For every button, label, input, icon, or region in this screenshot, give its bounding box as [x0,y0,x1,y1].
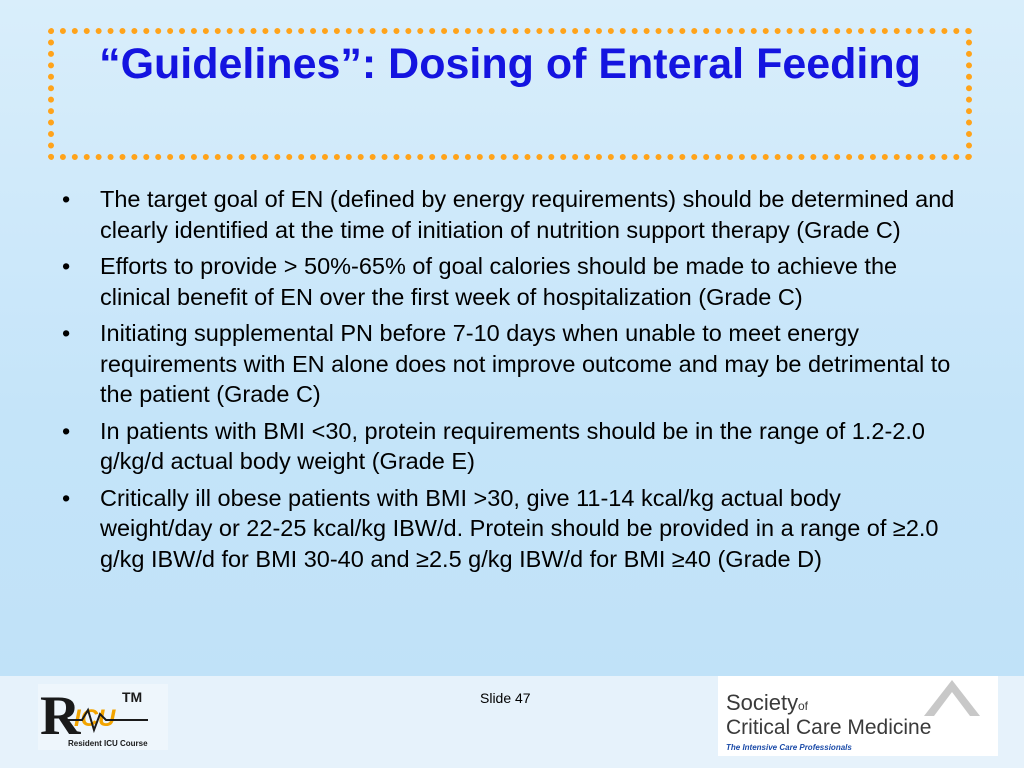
bullet-item [58,483,958,575]
bullet-marker: • [62,417,71,444]
bullet-text: In patients with BMI <30, protein requirements should be in the range of 1.2-2.0 g/kg/d actual body weight (Grade E) [100,417,925,474]
bullet-item [58,251,958,312]
logo-caption: Resident ICU Course [68,739,148,748]
sccm-tagline: The Intensive Care Professionals [726,743,852,752]
bullet-text: Critically ill obese patients with BMI >30, give 11-14 kcal/kg actual body weight/day or 22-25 kcal/kg IBW/d. Protein should be provided in a range of ≥2.0 g/kg IBW/d for BMI 30-40 and ≥2.5 g/kg IBW/d for BMI ≥40 (Grade D) [100,484,939,572]
bullet-list [58,184,958,580]
bullet-marker: • [62,484,71,511]
logo-icu-mark: ICU [74,705,116,732]
bullet-item [58,184,958,245]
slide-number: Slide 47 [480,690,531,706]
sccm-name-text: Critical Care Medicine [726,716,932,739]
sccm-of-text: of [798,699,809,713]
bullet-marker: • [62,186,71,212]
bullet-marker: • [62,320,71,346]
bullet-text: The target goal of EN (defined by energy requirements) should be determined and clearly identified at the time of initiation of nutrition support therapy (Grade C) [100,186,955,243]
slide-title: “Guidelines”: Dosing of Enteral Feeding [99,40,921,88]
bullet-item [58,416,958,477]
sccm-logo [718,676,998,756]
bullet-text: Efforts to provide > 50%-65% of goal calories should be made to achieve the clinical benefit of EN over the first week of hospitalization (Grade C) [100,253,898,310]
resident-icu-logo [38,684,168,750]
bullet-text: Initiating supplemental PN before 7-10 days when unable to meet energy requirements with EN alone does not improve outcome and may be detrimental to the patient (Grade C) [100,320,951,407]
sccm-society-text: Society [726,690,799,715]
bullet-item [58,318,958,410]
logo-letter-r: R [40,685,81,747]
bullet-marker: • [62,253,71,279]
logo-trademark: TM [122,689,143,705]
